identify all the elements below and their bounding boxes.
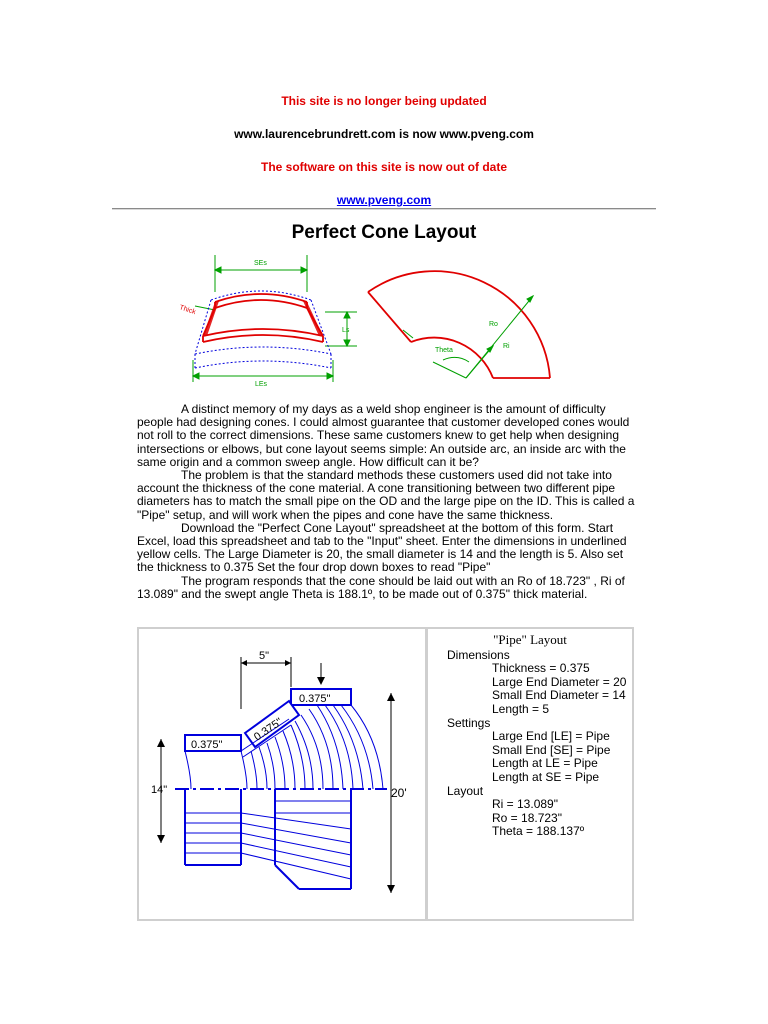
setting-small-end: Small End [SE] = Pipe (492, 742, 611, 757)
large-diameter-label: 20' (391, 786, 407, 800)
horizontal-rule (112, 208, 656, 210)
pveng-link[interactable]: www.pveng.com (336, 193, 432, 207)
result-ri: Ri = 13.089" (492, 797, 558, 812)
pipe-setup-figure-frame (137, 627, 427, 921)
settings-label: Settings (447, 715, 491, 730)
label-thick: Thick (178, 304, 197, 317)
label-ls: Ls (342, 327, 350, 334)
thick-left-label: 0.375" (191, 739, 223, 751)
label-theta: Theta (435, 347, 453, 354)
result-theta: Theta = 188.137º (492, 824, 585, 839)
setting-length-le: Length at LE = Pipe (492, 756, 598, 771)
pipe-setup-figure (139, 629, 425, 919)
pipe-layout-summary (426, 627, 634, 921)
label-ro: Ro (489, 321, 498, 328)
label-ri: Ri (503, 343, 510, 350)
notice-link-wrap (0, 193, 768, 207)
paragraph-4: The program responds that the cone should be laid out with an Ro of 18.723" , Ri of 13.089" and the swept angle Theta is 188.1º, to be made out of 0.375" thick material. (137, 573, 625, 601)
label-les: LEs (255, 381, 268, 388)
dim-length-label: 5" (259, 650, 270, 662)
label-ses: SEs (254, 260, 267, 267)
dim-small-end-diameter: Small End Diameter = 14 (492, 688, 626, 703)
flat-layout-figure (365, 262, 555, 384)
notice-software-outdated: The software on this site is now out of date (260, 160, 508, 174)
setting-large-end: Large End [LE] = Pipe (492, 729, 610, 744)
cone-segment-figure (175, 250, 365, 390)
thick-slant-label: 0.375" (251, 715, 285, 744)
paragraph-1: A distinct memory of my days as a weld shop engineer is the amount of difficulty people had designing cones. I could almost guarantee that customer developed cones would not roll to the correct dimensions. These same customers knew to get help when designing intersections or elbows, but cone layout seems simple: An outside arc, an inside arc with the same origin and a common sweep angle. How difficult can it be? (137, 402, 630, 469)
paragraph-2: The problem is that the standard methods these customers used did not take into account the thickness of the cone material. A cone transitioning between two different pipe diameters has to match the small pipe on the OD and the large pipe on the ID. This is called a "Pipe" setup, and will work when the pipes and cone have the same thickness. (137, 468, 635, 522)
result-ro: Ro = 18.723" (492, 810, 562, 825)
thick-right-label: 0.375" (299, 693, 331, 705)
dim-length: Length = 5 (492, 701, 550, 716)
setting-length-se: Length at SE = Pipe (492, 769, 600, 784)
layout-label: Layout (447, 783, 484, 798)
notice-domain-moved: www.laurencebrundrett.com is now www.pveng.com (234, 127, 534, 141)
small-diameter-label: 14" (151, 784, 168, 796)
dimensions-label: Dimensions (447, 647, 510, 662)
dim-thickness: Thickness = 0.375 (492, 661, 590, 676)
layout-heading: "Pipe" Layout (493, 632, 567, 647)
dim-large-end-diameter: Large End Diameter = 20 (492, 674, 627, 689)
article-body (137, 403, 637, 601)
paragraph-3: Download the "Perfect Cone Layout" spreadsheet at the bottom of this form. Start Excel, load this spreadsheet and tab to the "Input" sheet. Enter the dimensions in underlined yellow cells. The Large Diameter is 20, the small diameter is 14 and the length is 5. Also set the thickness to 0.375 Set the four drop down boxes to read "Pipe" (137, 520, 627, 575)
notice-not-updated: This site is no longer being updated (281, 94, 487, 108)
page-title: Perfect Cone Layout (291, 222, 477, 243)
